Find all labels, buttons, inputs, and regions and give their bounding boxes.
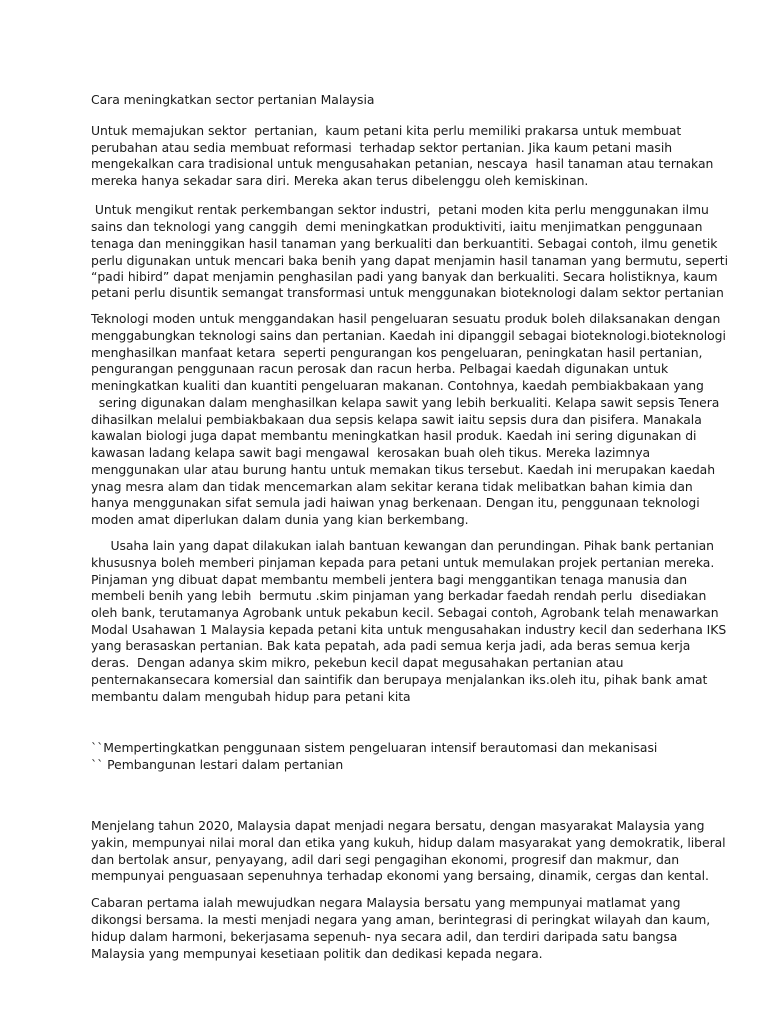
text-line: Untuk memajukan sektor pertanian, kaum petani kita perlu memiliki prakarsa untuk membuat <box>91 123 682 138</box>
text-line: Teknologi moden untuk menggandakan hasil pengeluaran sesuatu produk boleh dilaksanakan dengan <box>91 311 721 326</box>
text-line: sering digunakan dalam menghasilkan kelapa sawit yang lebih berkualiti. Kelapa sawit sepsis Tenera <box>91 395 720 410</box>
text-line: perlu digunakan untuk mencari baka benih yang dapat menjamin hasil tanaman yang bermutu, seperti <box>91 253 728 268</box>
text-line: khususnya boleh memberi pinjaman kepada para petani untuk memulakan projek pertanian mereka. <box>91 555 715 570</box>
list-item: `` Pembangunan lestari dalam pertanian <box>91 757 344 772</box>
text-line: Modal Usahawan 1 Malaysia kepada petani kita untuk mengusahakan industry kecil dan sederhana IKS <box>91 622 727 637</box>
document-title: Cara meningkatkan sector pertanian Malaysia <box>91 92 375 107</box>
text-line: mengekalkan cara tradisional untuk mengusahakan petanian, nescaya hasil tanaman atau ternakan <box>91 156 714 171</box>
text-line: Malaysia yang mempunyai kesetiaan politik dan dedikasi kepada negara. <box>91 946 543 961</box>
text-line: hanya menggunakan sifat semula jadi haiwan ynag berkenaan. Dengan itu, penggunaan teknologi <box>91 495 700 510</box>
text-line: dikongsi bersama. Ia mesti menjadi negara yang aman, berintegrasi di peringkat wilayah dan kaum, <box>91 912 711 927</box>
text-line: moden amat diperlukan dalam dunia yang kian berkembang. <box>91 512 469 527</box>
text-line: menggabungkan teknologi sains dan pertanian. Kaedah ini dipanggil sebagai bioteknologi.bioteknologi <box>91 328 726 343</box>
text-line: Cabaran pertama ialah mewujudkan negara Malaysia bersatu yang mempunyai matlamat yang <box>91 895 681 910</box>
text-line: membeli benih yang lebih bermutu .skim pinjaman yang berkadar faedah rendah perlu disediakan <box>91 588 707 603</box>
text-line: mempunyai penguasaan sepenuhnya terhadap ekonomi yang bersaing, dinamik, cergas dan kental. <box>91 868 709 883</box>
text-line: deras. Dengan adanya skim mikro, pekebun kecil dapat megusahakan pertanian atau <box>91 655 624 670</box>
text-line: yang berasaskan pertanian. Bak kata pepatah, ada padi semua kerja jadi, ada beras semua kerja <box>91 638 691 653</box>
text-line: pengurangan penggunaan racun perosak dan racun herba. Pelbagai kaedah digunakan untuk <box>91 361 669 376</box>
text-line: petani perlu disuntik semangat transformasi untuk menggunakan bioteknologi dalam sektor pertanian <box>91 285 724 300</box>
text-line: hidup dalam harmoni, bekerjasama sepenuh- nya secara adil, dan terdiri daripada satu bangsa <box>91 929 678 944</box>
text-line: menggunakan ular atau burung hantu untuk memakan tikus tersebut. Kaedah ini merupakan kaedah <box>91 462 716 477</box>
text-line: Usaha lain yang dapat dilakukan ialah bantuan kewangan dan perundingan. Pihak bank pertanian <box>91 538 714 553</box>
list-item: ``Mempertingkatkan penggunaan sistem pengeluaran intensif berautomasi dan mekanisasi <box>91 740 658 755</box>
text-line: tenaga dan meninggikan hasil tanaman yang berkualiti dan berkuantiti. Sebagai contoh, ilmu genetik <box>91 236 718 251</box>
text-line: dihasilkan melalui pembiakbakaan dua sepsis kelapa sawit iaitu sepsis dura dan pisifera. Manakala <box>91 412 702 427</box>
text-line: ynag mesra alam dan tidak mencemarkan alam sekitar kerana tidak melibatkan bahan kimia dan <box>91 479 693 494</box>
text-line: kawalan biologi juga dapat membantu meningkatkan hasil produk. Kaedah ini sering digunakan di <box>91 428 697 443</box>
text-line: sains dan teknologi yang canggih demi meningkatkan produktiviti, iaitu menjimatkan penggunaan <box>91 219 703 234</box>
text-line: mereka hanya sekadar sara diri. Mereka akan terus dibelenggu oleh kemiskinan. <box>91 173 589 188</box>
text-line: dan bertolak ansur, penyayang, adil dari segi pengagihan ekonomi, progresif dan makmur, dan <box>91 852 680 867</box>
text-line: menghasilkan manfaat ketara seperti pengurangan kos pengeluaran, peningkatan hasil pertanian, <box>91 345 703 360</box>
text-line: perubahan atau sedia membuat reformasi terhadap sektor pertanian. Jika kaum petani masih <box>91 140 673 155</box>
text-line: kawasan ladang kelapa sawit bagi mengawal kerosakan buah oleh tikus. Mereka lazimnya <box>91 445 651 460</box>
text-line: Pinjaman yng dibuat dapat membantu membeli jentera bagi menggantikan tenaga manusia dan <box>91 572 688 587</box>
text-line: “padi hibird” dapat menjamin penghasilan padi yang banyak dan berkualiti. Secara holistiknya, kaum <box>91 269 718 284</box>
text-line: yakin, mempunyai nilai moral dan etika yang kukuh, hidup dalam masyarakat yang demokratik, liberal <box>91 835 726 850</box>
text-line: Untuk mengikut rentak perkembangan sektor industri, petani moden kita perlu menggunakan ilmu <box>91 202 709 217</box>
text-line: oleh bank, terutamanya Agrobank untuk pekabun kecil. Sebagai contoh, Agrobank telah menawarkan <box>91 605 719 620</box>
text-line: meningkatkan kualiti dan kuantiti pengeluaran makanan. Contohnya, kaedah pembiakbakaan yang <box>91 378 704 393</box>
text-line: Menjelang tahun 2020, Malaysia dapat menjadi negara bersatu, dengan masyarakat Malaysia yang <box>91 818 705 833</box>
text-line: membantu dalam mengubah hidup para petani kita <box>91 689 411 704</box>
text-line: penternakansecara komersial dan saintifik dan berupaya menjalankan iks.oleh itu, pihak bank amat <box>91 672 708 687</box>
